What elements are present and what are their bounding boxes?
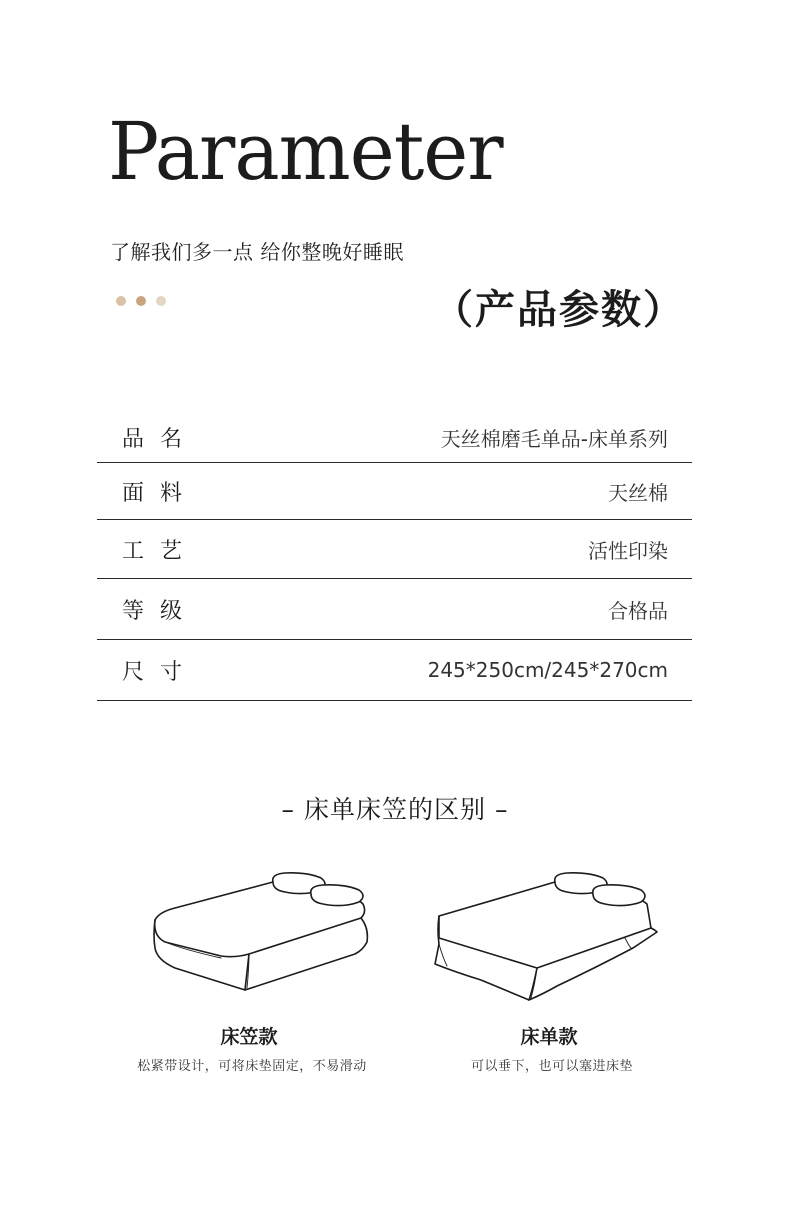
param-label: 工艺: [122, 538, 199, 564]
param-label: 品名: [122, 426, 199, 452]
fitted-sheet-bed-icon: [145, 868, 380, 998]
param-row-size: [97, 640, 692, 701]
param-value: 245*250cm/245*270cm: [427, 658, 668, 682]
param-row-grade: [97, 579, 692, 640]
bed-type-desc-flat: 可以垂下，也可以塞进床垫: [470, 1059, 633, 1074]
dot-icon: [116, 296, 126, 306]
param-row-material: [97, 463, 692, 520]
param-label: 面料: [122, 480, 199, 506]
param-label: 尺寸: [122, 659, 199, 685]
comparison-title: – 床单床笠的区别 –: [281, 795, 509, 824]
param-row-craft: [97, 520, 692, 579]
section-title: （产品参数）: [433, 287, 685, 333]
param-value: 天丝棉: [608, 480, 668, 505]
param-row-name: [97, 412, 692, 463]
bed-type-name-flat: 床单款: [520, 1026, 578, 1048]
param-label: 等级: [122, 598, 199, 624]
bed-type-name-fitted: 床笠款: [220, 1026, 278, 1048]
decorative-dots: [116, 296, 166, 306]
dot-icon: [156, 296, 166, 306]
parameter-table: [97, 412, 692, 701]
subtitle: 了解我们多一点 给你整晚好睡眠: [110, 240, 404, 264]
page-title: Parameter: [108, 104, 503, 199]
param-value: 天丝棉磨毛单品-床单系列: [440, 426, 668, 451]
param-value: 合格品: [608, 598, 668, 623]
dot-icon: [136, 296, 146, 306]
bed-type-desc-fitted: 松紧带设计，可将床垫固定，不易滑动: [137, 1059, 367, 1074]
param-value: 活性印染: [588, 538, 668, 563]
flat-sheet-bed-icon: [425, 868, 660, 1008]
